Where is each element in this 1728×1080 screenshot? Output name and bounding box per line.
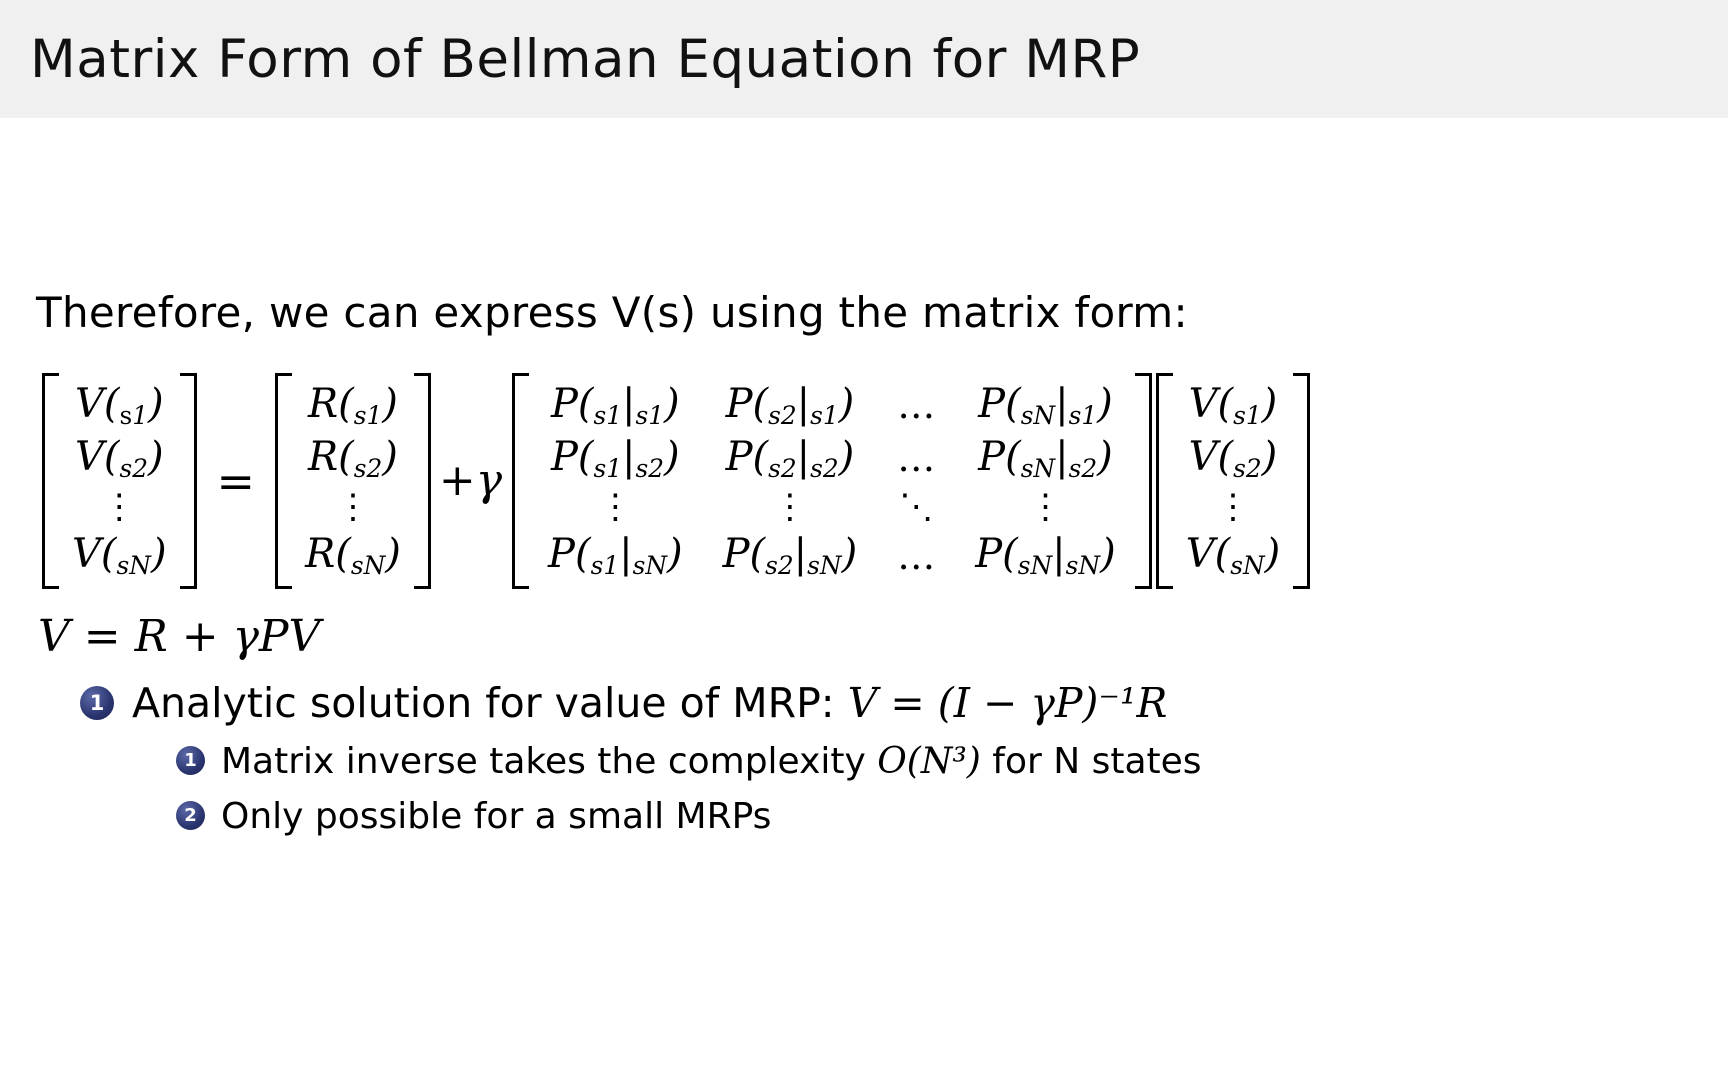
rhs-cell: ⋮ xyxy=(1215,487,1250,528)
sub-bullet-label-before: Matrix inverse takes the complexity xyxy=(221,740,866,782)
lhs-cell: $V(_{sN})$ xyxy=(72,531,167,581)
slide-title-bar xyxy=(0,0,1728,118)
lhs-cell: $V(_{s2})$ xyxy=(74,434,164,484)
transition-cell: $P(_{s1}|_{s1})$ xyxy=(551,381,680,430)
transition-cell: $P(_{sN}|_{s2})$ xyxy=(978,434,1113,484)
lhs-value-vector xyxy=(42,373,197,589)
reward-cell: $R(_{s1})$ xyxy=(308,381,398,430)
sub-bullet-text xyxy=(221,794,771,839)
sub-bullet-text xyxy=(221,739,1202,784)
lhs-cell: $V(_{s1})$ xyxy=(74,381,164,430)
sub-bullet-label-before: Only possible for a small MRPs xyxy=(221,795,772,837)
rhs-value-vector xyxy=(1156,373,1311,589)
bullet-number-badge: 1 xyxy=(80,686,114,720)
sub-bullet-item-1 xyxy=(176,739,1692,784)
transition-cell: ⋮ xyxy=(1028,487,1063,528)
bullet-item-1 xyxy=(80,678,1692,729)
compact-equation: V = R + γPV xyxy=(38,610,321,662)
transition-cell: … xyxy=(897,383,936,428)
rhs-cell: $V(_{s2})$ xyxy=(1188,434,1278,484)
transition-matrix xyxy=(512,373,1152,589)
equals-sign: = xyxy=(216,453,256,508)
transition-cell: $P(_{s2}|_{s1})$ xyxy=(725,381,855,430)
rhs-cell: $V(_{sN})$ xyxy=(1185,531,1281,581)
intro-text: Therefore, we can express V(s) using the matrix form: xyxy=(36,288,1188,337)
sub-bullet-formula: O(N³) xyxy=(877,740,981,782)
reward-cell: ⋮ xyxy=(335,487,370,528)
transition-cell: ⋮ xyxy=(598,487,633,528)
bullet-label: Analytic solution for value of MRP: xyxy=(132,678,835,727)
transition-cell: $P(_{s2}|_{s2})$ xyxy=(725,434,855,484)
transition-cell: $P(_{sN}|_{s1})$ xyxy=(978,381,1113,430)
transition-cell: $P(_{sN}|_{sN})$ xyxy=(975,531,1116,581)
slide-body xyxy=(0,288,1728,839)
page-title: Matrix Form of Bellman Equation for MRP xyxy=(30,28,1141,90)
transition-cell: … xyxy=(897,436,936,481)
plus-gamma: +γ xyxy=(438,455,503,507)
transition-cell: $P(_{s1}|_{sN})$ xyxy=(548,531,683,581)
transition-cell: ⋱ xyxy=(899,487,934,528)
sub-bullet-label-after: for N states xyxy=(992,740,1202,782)
sub-bullet-item-2 xyxy=(176,794,1692,839)
transition-cell: $P(_{s1}|_{s2})$ xyxy=(551,434,680,484)
bullet-text xyxy=(132,678,1167,729)
transition-cell: ⋮ xyxy=(772,487,807,528)
bullet-formula: V = (I − γP)⁻¹R xyxy=(847,678,1168,727)
reward-cell: $R(_{sN})$ xyxy=(305,531,401,581)
sub-bullet-number-badge: 2 xyxy=(176,801,205,830)
reward-cell: $R(_{s2})$ xyxy=(308,434,398,484)
transition-cell: … xyxy=(897,533,936,578)
lhs-cell: ⋮ xyxy=(102,487,137,528)
rhs-cell: $V(_{s1})$ xyxy=(1188,381,1278,430)
reward-vector xyxy=(275,373,431,589)
transition-cell: $P(_{s2}|_{sN})$ xyxy=(722,531,858,581)
matrix-equation xyxy=(40,373,1692,589)
sub-bullet-number-badge: 1 xyxy=(176,746,205,775)
